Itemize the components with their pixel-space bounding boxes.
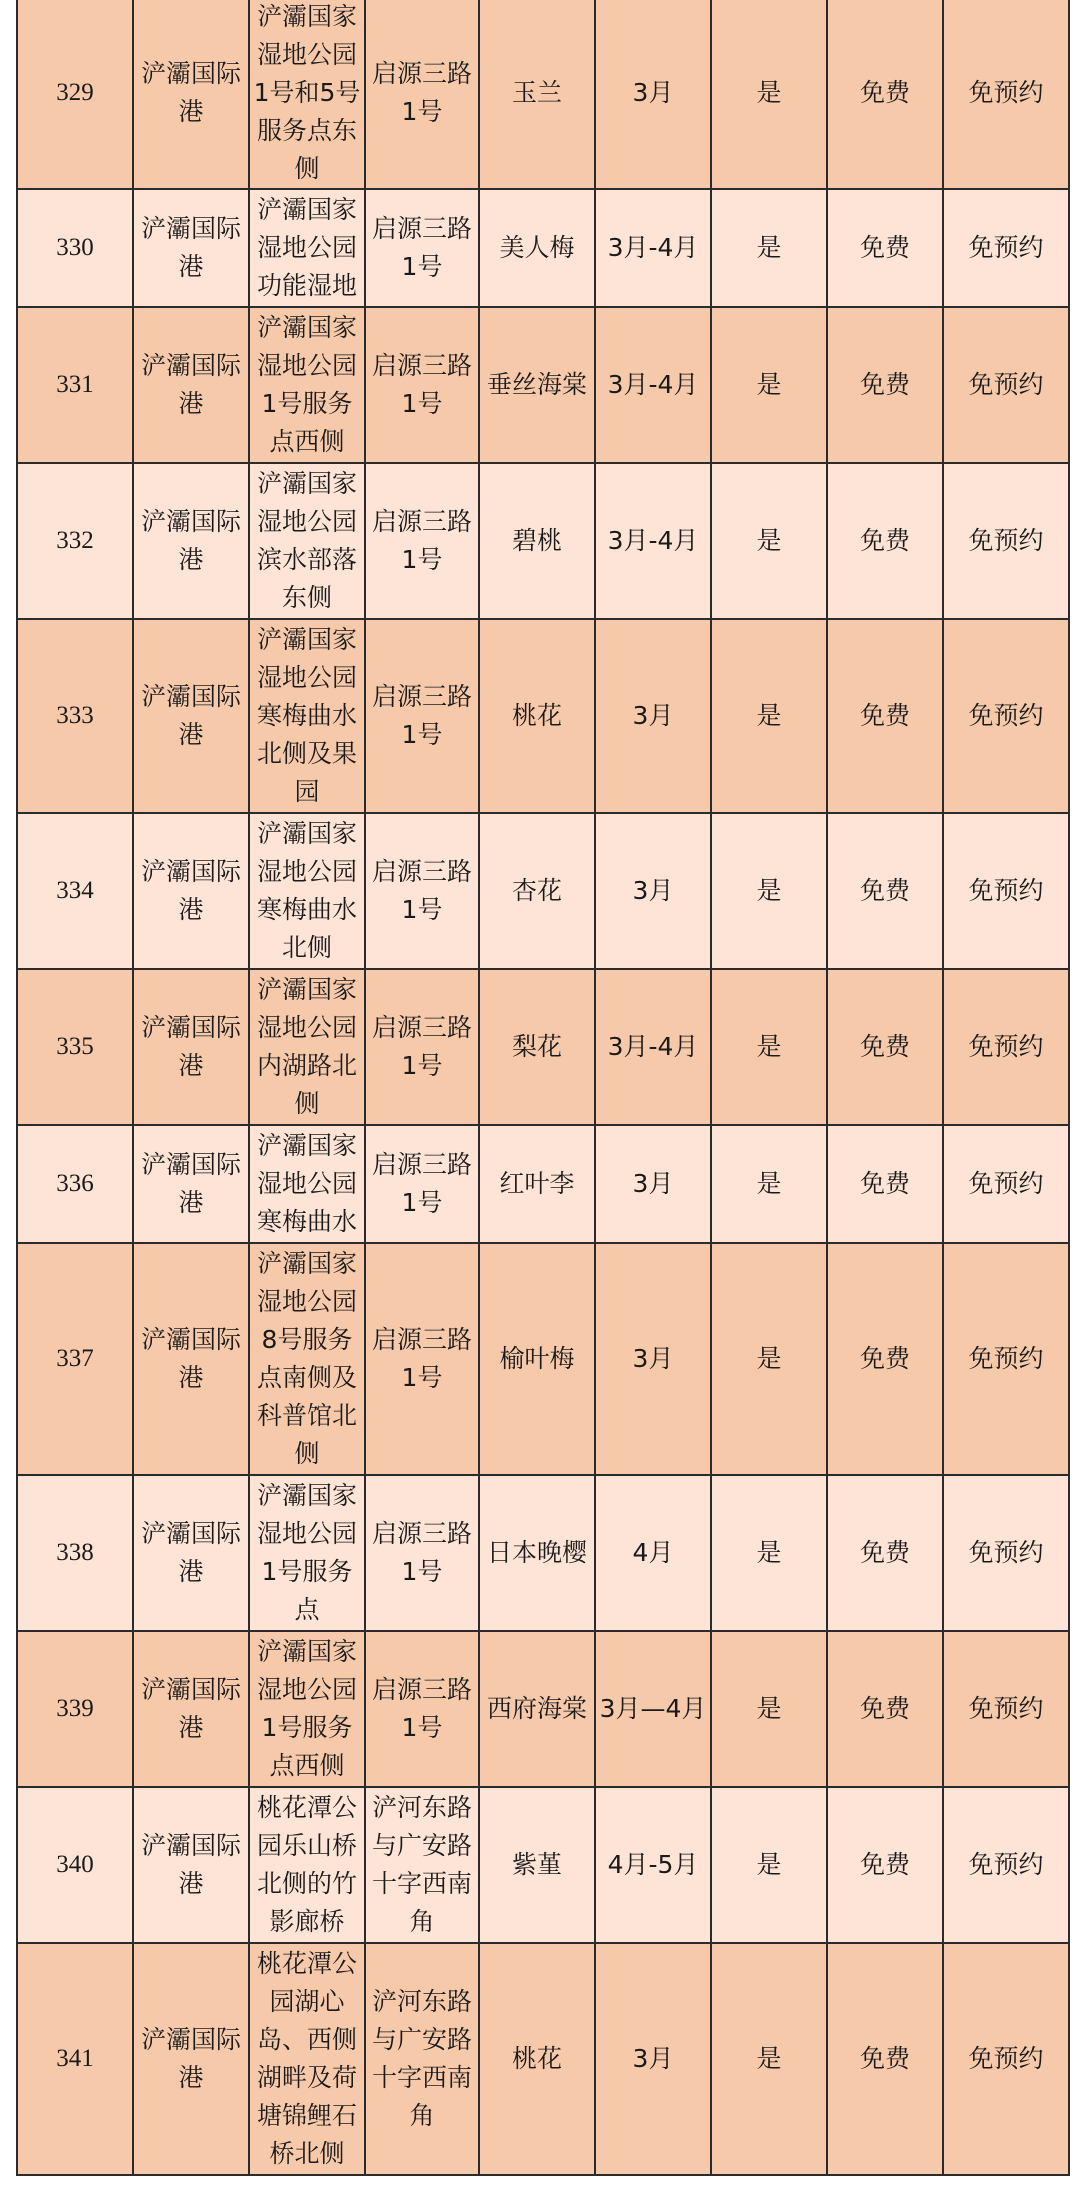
flower-cell: 日本晚樱	[479, 1475, 595, 1631]
flower-cell: 垂丝海棠	[479, 307, 595, 463]
address-cell: 浐河东路与广安路十字西南角	[365, 1787, 479, 1943]
district-cell: 浐灞国际港	[133, 463, 249, 619]
district-cell: 浐灞国际港	[133, 1631, 249, 1787]
booking-cell: 免预约	[943, 0, 1069, 189]
bloom-period-cell: 4月	[595, 1475, 711, 1631]
fee-cell: 免费	[827, 969, 943, 1125]
row-number: 331	[17, 307, 133, 463]
place-cell: 浐灞国家湿地公园1号和5号服务点东侧	[249, 0, 365, 189]
flower-cell: 紫堇	[479, 1787, 595, 1943]
fee-cell: 免费	[827, 1943, 943, 2175]
bloom-period-cell: 3月-4月	[595, 189, 711, 307]
fee-cell: 免费	[827, 1243, 943, 1475]
fee-cell: 免费	[827, 1125, 943, 1243]
flower-cell: 榆叶梅	[479, 1243, 595, 1475]
bloom-period-cell: 4月-5月	[595, 1787, 711, 1943]
booking-cell: 免预约	[943, 969, 1069, 1125]
address-cell: 启源三路1号	[365, 619, 479, 813]
booking-cell: 免预约	[943, 1125, 1069, 1243]
booking-cell: 免预约	[943, 1243, 1069, 1475]
flower-cell: 西府海棠	[479, 1631, 595, 1787]
bloom-period-cell: 3月-4月	[595, 307, 711, 463]
row-number: 341	[17, 1943, 133, 2175]
fee-cell: 免费	[827, 1787, 943, 1943]
flower-cell: 玉兰	[479, 0, 595, 189]
row-number: 334	[17, 813, 133, 969]
row-number: 330	[17, 189, 133, 307]
address-cell: 启源三路1号	[365, 463, 479, 619]
flower-cell: 桃花	[479, 1943, 595, 2175]
row-number: 335	[17, 969, 133, 1125]
bloom-period-cell: 3月	[595, 1943, 711, 2175]
fee-cell: 免费	[827, 1475, 943, 1631]
table-body	[17, 0, 1069, 2175]
fee-cell: 免费	[827, 619, 943, 813]
address-cell: 启源三路1号	[365, 1243, 479, 1475]
open-status-cell: 是	[711, 463, 827, 619]
place-cell: 桃花潭公园湖心岛、西侧湖畔及荷塘锦鲤石桥北侧	[249, 1943, 365, 2175]
table-row	[17, 1475, 1069, 1631]
address-cell: 启源三路1号	[365, 1631, 479, 1787]
open-status-cell: 是	[711, 1125, 827, 1243]
flower-cell: 杏花	[479, 813, 595, 969]
address-cell: 启源三路1号	[365, 189, 479, 307]
row-number: 329	[17, 0, 133, 189]
fee-cell: 免费	[827, 463, 943, 619]
table-row	[17, 1787, 1069, 1943]
place-cell: 浐灞国家湿地公园寒梅曲水北侧及果园	[249, 619, 365, 813]
bloom-period-cell: 3月-4月	[595, 969, 711, 1125]
district-cell: 浐灞国际港	[133, 969, 249, 1125]
table-row	[17, 0, 1069, 189]
flower-cell: 桃花	[479, 619, 595, 813]
booking-cell: 免预约	[943, 1943, 1069, 2175]
open-status-cell: 是	[711, 969, 827, 1125]
bloom-period-cell: 3月	[595, 813, 711, 969]
table-row	[17, 619, 1069, 813]
table-row	[17, 463, 1069, 619]
bloom-period-cell: 3月	[595, 619, 711, 813]
row-number: 337	[17, 1243, 133, 1475]
flower-cell: 美人梅	[479, 189, 595, 307]
place-cell: 浐灞国家湿地公园功能湿地	[249, 189, 365, 307]
table-row	[17, 813, 1069, 969]
address-cell: 启源三路1号	[365, 1125, 479, 1243]
district-cell: 浐灞国际港	[133, 0, 249, 189]
flower-cell: 红叶李	[479, 1125, 595, 1243]
open-status-cell: 是	[711, 813, 827, 969]
open-status-cell: 是	[711, 189, 827, 307]
district-cell: 浐灞国际港	[133, 1475, 249, 1631]
address-cell: 启源三路1号	[365, 0, 479, 189]
flower-cell: 碧桃	[479, 463, 595, 619]
place-cell: 浐灞国家湿地公园滨水部落东侧	[249, 463, 365, 619]
open-status-cell: 是	[711, 307, 827, 463]
fee-cell: 免费	[827, 0, 943, 189]
place-cell: 浐灞国家湿地公园1号服务点西侧	[249, 307, 365, 463]
booking-cell: 免预约	[943, 813, 1069, 969]
booking-cell: 免预约	[943, 1475, 1069, 1631]
open-status-cell: 是	[711, 1243, 827, 1475]
district-cell: 浐灞国际港	[133, 813, 249, 969]
fee-cell: 免费	[827, 813, 943, 969]
open-status-cell: 是	[711, 0, 827, 189]
table-row	[17, 1631, 1069, 1787]
table-row	[17, 1943, 1069, 2175]
open-status-cell: 是	[711, 1631, 827, 1787]
row-number: 336	[17, 1125, 133, 1243]
table-row	[17, 189, 1069, 307]
district-cell: 浐灞国际港	[133, 619, 249, 813]
place-cell: 浐灞国家湿地公园内湖路北侧	[249, 969, 365, 1125]
place-cell: 浐灞国家湿地公园寒梅曲水北侧	[249, 813, 365, 969]
booking-cell: 免预约	[943, 189, 1069, 307]
district-cell: 浐灞国际港	[133, 189, 249, 307]
place-cell: 桃花潭公园乐山桥北侧的竹影廊桥	[249, 1787, 365, 1943]
booking-cell: 免预约	[943, 1787, 1069, 1943]
address-cell: 启源三路1号	[365, 969, 479, 1125]
row-number: 340	[17, 1787, 133, 1943]
flower-viewing-table	[16, 0, 1070, 2176]
fee-cell: 免费	[827, 307, 943, 463]
bloom-period-cell: 3月—4月	[595, 1631, 711, 1787]
bloom-period-cell: 3月	[595, 1243, 711, 1475]
table-row	[17, 1125, 1069, 1243]
place-cell: 浐灞国家湿地公园1号服务点	[249, 1475, 365, 1631]
fee-cell: 免费	[827, 189, 943, 307]
booking-cell: 免预约	[943, 619, 1069, 813]
address-cell: 启源三路1号	[365, 813, 479, 969]
open-status-cell: 是	[711, 619, 827, 813]
bloom-period-cell: 3月	[595, 1125, 711, 1243]
bloom-period-cell: 3月	[595, 0, 711, 189]
address-cell: 浐河东路与广安路十字西南角	[365, 1943, 479, 2175]
open-status-cell: 是	[711, 1943, 827, 2175]
booking-cell: 免预约	[943, 307, 1069, 463]
flower-cell: 梨花	[479, 969, 595, 1125]
booking-cell: 免预约	[943, 1631, 1069, 1787]
district-cell: 浐灞国际港	[133, 307, 249, 463]
booking-cell: 免预约	[943, 463, 1069, 619]
table-row	[17, 1243, 1069, 1475]
district-cell: 浐灞国际港	[133, 1125, 249, 1243]
row-number: 338	[17, 1475, 133, 1631]
place-cell: 浐灞国家湿地公园1号服务点西侧	[249, 1631, 365, 1787]
table-row	[17, 969, 1069, 1125]
fee-cell: 免费	[827, 1631, 943, 1787]
place-cell: 浐灞国家湿地公园寒梅曲水	[249, 1125, 365, 1243]
open-status-cell: 是	[711, 1475, 827, 1631]
bloom-period-cell: 3月-4月	[595, 463, 711, 619]
district-cell: 浐灞国际港	[133, 1787, 249, 1943]
district-cell: 浐灞国际港	[133, 1243, 249, 1475]
district-cell: 浐灞国际港	[133, 1943, 249, 2175]
place-cell: 浐灞国家湿地公园8号服务点南侧及科普馆北侧	[249, 1243, 365, 1475]
address-cell: 启源三路1号	[365, 307, 479, 463]
open-status-cell: 是	[711, 1787, 827, 1943]
table-row	[17, 307, 1069, 463]
row-number: 333	[17, 619, 133, 813]
address-cell: 启源三路1号	[365, 1475, 479, 1631]
row-number: 332	[17, 463, 133, 619]
row-number: 339	[17, 1631, 133, 1787]
